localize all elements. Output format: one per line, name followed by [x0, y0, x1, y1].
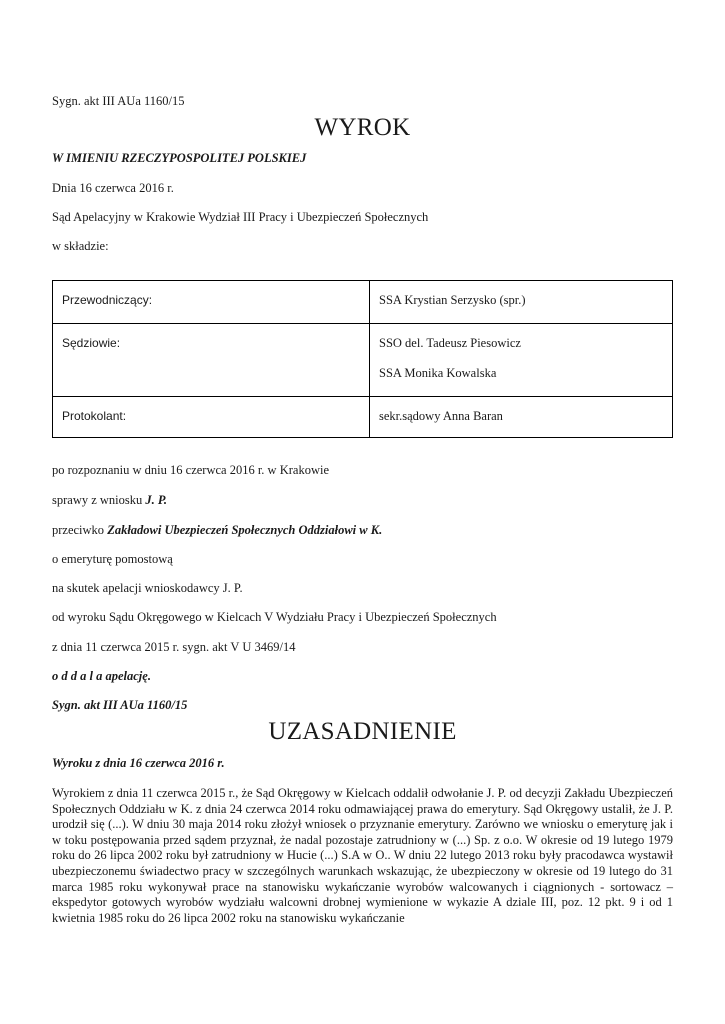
recorder-name: sekr.sądowy Anna Baran: [379, 409, 503, 423]
bench-row-judges: [53, 324, 673, 397]
bench-row-recorder: [53, 397, 673, 438]
judgment-date: Dnia 16 czerwca 2016 r.: [52, 181, 174, 195]
court-name: Sąd Apelacyjny w Krakowie Wydział III Pracy i Ubezpieczeń Społecznych: [52, 210, 429, 224]
judge-2: SSA Monika Kowalska: [379, 366, 497, 380]
justification-title: UZASADNIENIE: [268, 718, 457, 745]
subject-line: o emeryturę pomostową: [52, 552, 173, 566]
presiding-role: Przewodniczący:: [53, 281, 370, 324]
respondent-prefix: przeciwko: [52, 523, 108, 537]
applicant-prefix: sprawy z wniosku: [52, 493, 146, 507]
invocation: W IMIENIU RZECZYPOSPOLITEJ POLSKIEJ: [52, 151, 307, 165]
presiding-name-cell: [370, 281, 673, 324]
examined-line: po rozpoznaniu w dniu 16 czerwca 2016 r. w Krakowie: [52, 463, 329, 477]
judges-name-cell: [370, 324, 673, 397]
applicant-line: [52, 493, 167, 508]
justification-subtitle: Wyroku z dnia 16 czerwca 2016 r.: [52, 756, 225, 770]
respondent-name: Zakładowi Ubezpieczeń Społecznych Oddziałowi w K.: [107, 523, 383, 537]
judge-1: SSO del. Tadeusz Piesowicz: [379, 336, 521, 350]
recorder-role: Protokolant:: [53, 397, 370, 438]
judges-role: Sędziowie:: [53, 324, 370, 397]
applicant-name: J. P.: [145, 493, 168, 507]
judgment-of-line: od wyroku Sądu Okręgowego w Kielcach V Wydziału Pracy i Ubezpieczeń Społecznych: [52, 610, 497, 624]
presiding-judge: SSA Krystian Serzysko (spr.): [379, 293, 526, 307]
respondent-line: [52, 523, 382, 538]
justification-body: Wyrokiem z dnia 11 czerwca 2015 r., że Sąd Okręgowy w Kielcach oddalił odwołanie J. P. od decyzji Zakładu Ubezpieczeń Społecznych Oddziału w K. z dnia 24 czerwca 2014 roku odmawiającej prawa do emerytury. Sąd Okręgowy ustalił, że J. P. urodził się (...). W dniu 30 maja 2014 roku złożył wniosek o przyznanie emerytury. Zarówno we wniosku o emeryturę jak i w toku postępowania przed sądem przyznał, że nadal pozostaje zatrudniony w (...) Sp. z o.o. W okresie od 19 lutego 1979 roku do 26 lipca 2002 roku był zatrudniony w Hucie (...) S.A w O.. W dniu 22 lutego 2013 roku były pracodawca wystawił ubezpieczonemu świadectwo pracy w szczególnych warunkach wskazując, że ubezpieczony w okresie od 19 lutego do 31 marca 1985 roku wykonywał prace na stanowisku wykańczanie wyrobów walcowanych i ciągnionych - sortowacz – ekspedytor gotowych wyrobów wydziału walcowni drobnej wymienione w wykazie A dziale III, poz. 12 pkt. 9 i od 1 kwietnia 1985 roku do 26 lipca 2002 roku na stanowisku wykańczanie: [52, 786, 673, 925]
composition-label: w składzie:: [52, 239, 109, 253]
ruling: o d d a l a apelację.: [52, 669, 151, 683]
bench-row-presiding: [53, 281, 673, 324]
document-title: WYROK: [314, 114, 411, 141]
recorder-name-cell: [370, 397, 673, 438]
justification-case-number: Sygn. akt III AUa 1160/15: [52, 698, 188, 712]
appeal-line: na skutek apelacji wnioskodawcy J. P.: [52, 581, 243, 595]
bench-table: [52, 280, 673, 438]
case-number: Sygn. akt III AUa 1160/15: [52, 94, 185, 108]
judgment-date-line: z dnia 11 czerwca 2015 r. sygn. akt V U 3469/14: [52, 640, 296, 654]
